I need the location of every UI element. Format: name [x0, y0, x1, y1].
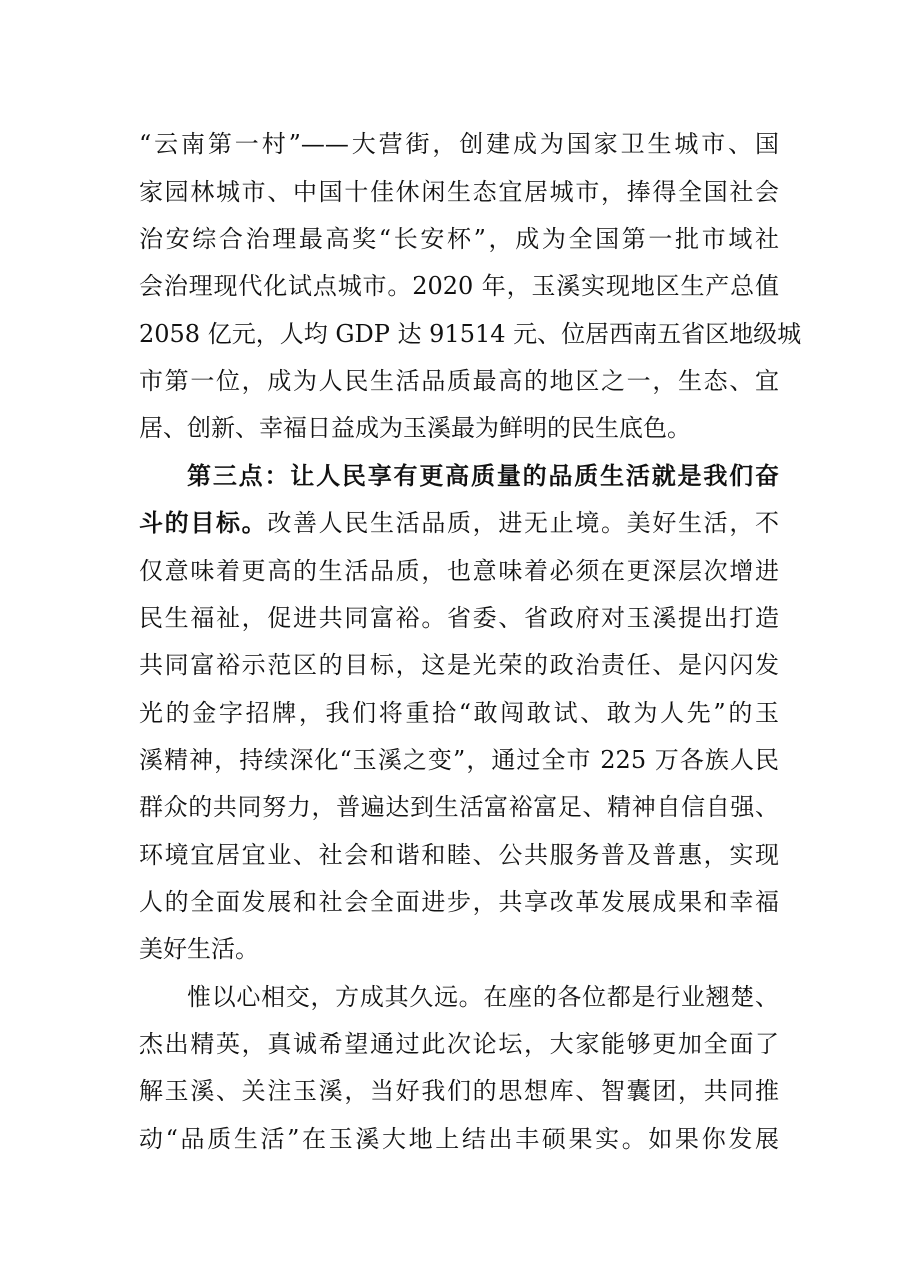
text-run: 2058 亿元，人均 GDP 达 91514 元、位居西南五省区地级城 — [139, 320, 802, 348]
text-line — [139, 882, 779, 922]
text-line — [139, 219, 779, 259]
text-run: 共同富裕示范区的目标，这是光荣的政治责任、是闪闪发 — [139, 651, 779, 679]
text-run: 环境宜居宜业、社会和谐和睦、公共服务普及普惠，实现 — [139, 841, 779, 869]
text-run: 会治理现代化试点城市。2020 年，玉溪实现地区生产总值 — [139, 272, 779, 300]
text-line — [139, 835, 779, 875]
text-run: 解玉溪、关注玉溪，当好我们的思想库、智囊团，共同推 — [139, 1077, 779, 1105]
text-run: 惟以心相交，方成其久远。在座的各位都是行业翘楚、 — [187, 983, 779, 1011]
text-line — [139, 598, 779, 638]
text-line — [139, 693, 779, 733]
text-line — [187, 977, 779, 1017]
text-run: 美好生活。 — [139, 935, 259, 963]
text-line — [139, 408, 779, 448]
text-line — [139, 314, 802, 354]
text-line — [139, 929, 779, 969]
text-line — [139, 503, 779, 543]
text-line — [139, 266, 779, 306]
text-run: 溪精神，持续深化“玉溪之变”，通过全市 225 万各族人民 — [139, 746, 779, 774]
text-run: 改善人民生活品质，进无止境。美好生活，不 — [267, 509, 780, 537]
text-line — [139, 1071, 779, 1111]
text-line — [139, 172, 779, 212]
text-run: 人的全面发展和社会全面进步，共享改革发展成果和幸福 — [139, 888, 779, 916]
text-run: 市第一位，成为人民生活品质最高的地区之一，生态、宜 — [139, 367, 779, 395]
heading-line — [187, 456, 779, 496]
point-three-heading: 斗的目标。 — [139, 509, 268, 537]
text-line — [139, 645, 779, 685]
text-line — [139, 740, 779, 780]
text-run: 群众的共同努力，普遍达到生活富裕富足、精神自信自强、 — [139, 793, 779, 821]
text-line — [139, 787, 779, 827]
text-line — [139, 124, 779, 164]
text-run: 光的金字招牌，我们将重拾“敢闯敢试、敢为人先”的玉 — [139, 699, 779, 727]
text-line — [139, 361, 779, 401]
text-run: 居、创新、幸福日益成为玉溪最为鲜明的民生底色。 — [139, 414, 691, 442]
text-run: 治安综合治理最高奖“长安杯”，成为全国第一批市域社 — [139, 225, 779, 253]
text-line — [139, 1119, 779, 1159]
point-three-heading: 第三点：让人民享有更高质量的品质生活就是我们奋 — [187, 462, 779, 490]
text-run: 动“品质生活”在玉溪大地上结出丰硕果实。如果你发展 — [139, 1125, 779, 1153]
text-line — [139, 1024, 779, 1064]
text-line — [139, 551, 779, 591]
text-run: 仅意味着更高的生活品质，也意味着必须在更深层次增进 — [139, 557, 779, 585]
text-run: 杰出精英，真诚希望通过此次论坛，大家能够更加全面了 — [139, 1030, 779, 1058]
text-run: 家园林城市、中国十佳休闲生态宜居城市，捧得全国社会 — [139, 178, 779, 206]
text-run: 民生福祉，促进共同富裕。省委、省政府对玉溪提出打造 — [139, 604, 779, 632]
text-run: “云南第一村”——大营街，创建成为国家卫生城市、国 — [139, 130, 779, 158]
